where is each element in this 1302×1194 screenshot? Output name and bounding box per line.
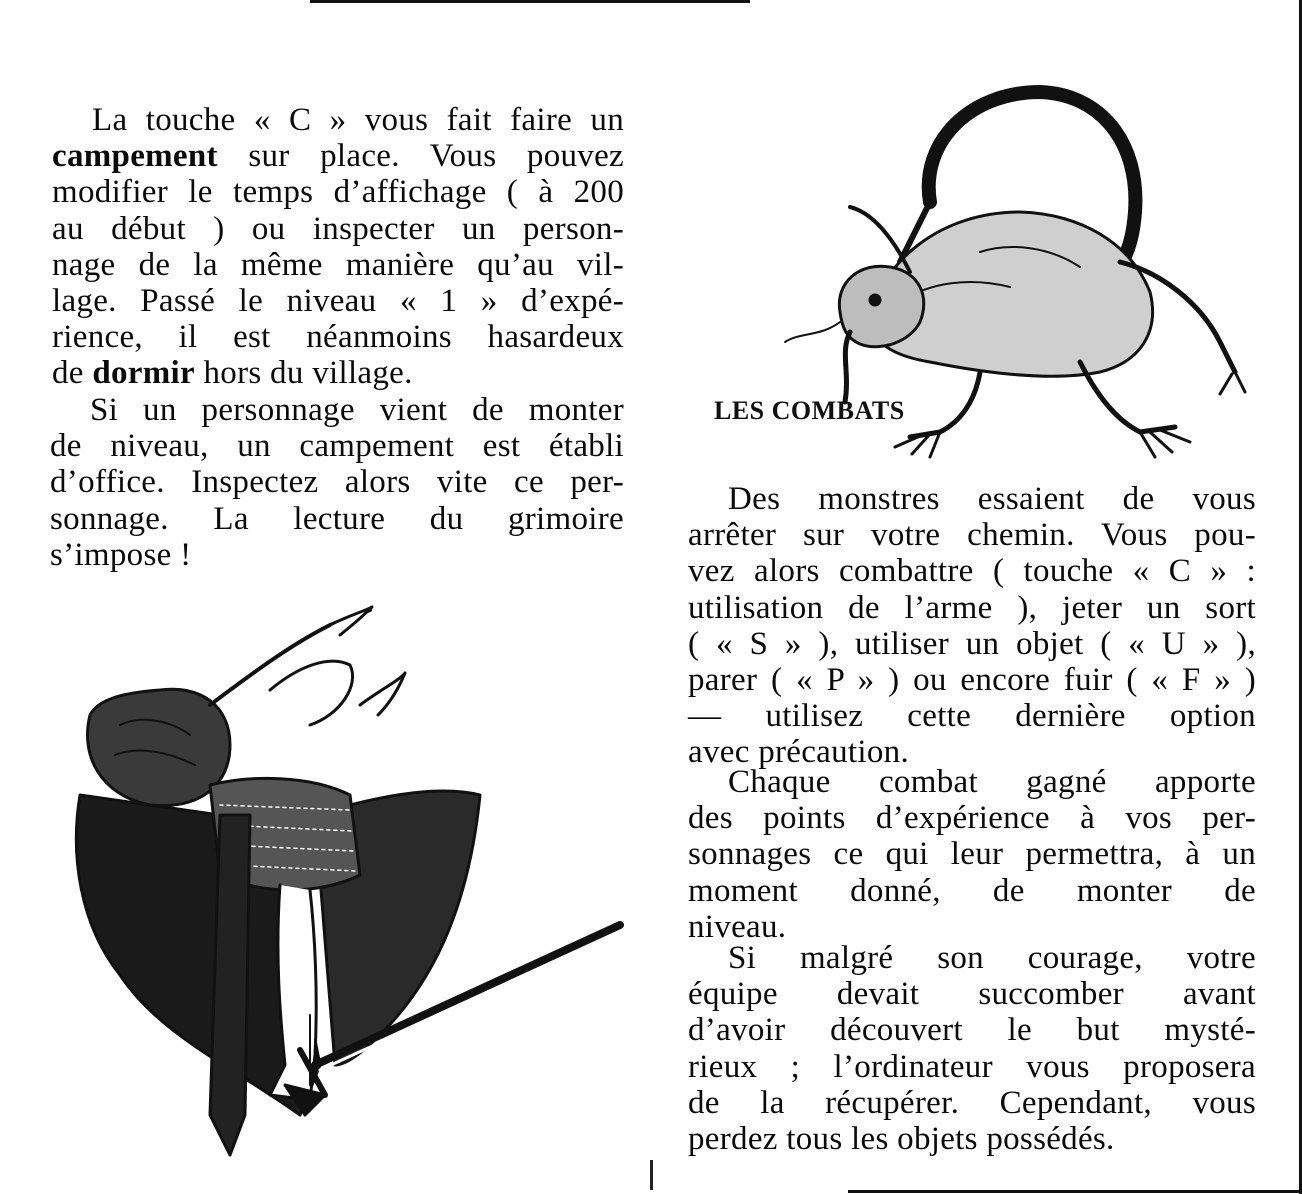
text-line: de niveau, un campement est établi — [50, 428, 624, 465]
paragraph-level-up — [50, 392, 624, 573]
bold-term-campement: campement — [52, 138, 218, 175]
text-line: moment donné, de monter de — [688, 872, 1256, 909]
text-line: rience, il est néanmoins hasardeux — [52, 319, 624, 356]
text-line: — utilisez cette dernière option — [688, 698, 1256, 735]
text-line: perdez tous les objets possédés. — [688, 1121, 1115, 1158]
text-line: lage. Passé le niveau « 1 » d’expé- — [52, 283, 624, 320]
paragraph-campement — [52, 102, 624, 392]
text-line: Des monstres essaient de vous — [728, 481, 1256, 517]
paragraph-monsters — [688, 481, 1256, 771]
text-line: d’office. Inspectez alors vite ce per- — [50, 464, 624, 501]
paragraph-experience — [688, 764, 1256, 945]
text-line: d’avoir découvert le but mysté- — [688, 1012, 1256, 1049]
text-line: au début ) ou inspecter un person- — [52, 210, 624, 247]
top-rule — [310, 0, 750, 3]
text-line: Si un personnage vient de monter — [90, 392, 624, 428]
text-line: rieux ; l’ordinateur vous proposera — [688, 1048, 1256, 1085]
text-line: niveau. — [688, 908, 787, 945]
gutter-mark — [650, 1160, 653, 1190]
warrior-illustration — [60, 595, 640, 1185]
text-line: vez alors combattre ( touche « C » : — [688, 553, 1256, 590]
text-line: de la récupérer. Cependant, vous — [688, 1084, 1256, 1121]
text-line: parer ( « P » ) ou encore fuir ( « F » ) — [688, 662, 1256, 699]
text-line: avec précaution. — [688, 734, 910, 771]
bottom-rule — [848, 1190, 1302, 1193]
text-line: sonnages ce qui leur permettra, à un — [688, 836, 1256, 873]
text-line: Chaque combat gagné apporte — [728, 764, 1256, 800]
text-line: ( « S » ), utiliser un objet ( « U » ), — [688, 625, 1256, 662]
section-title: LES COMBATS — [714, 396, 905, 425]
text-line: nage de la même manière qu’au vil- — [52, 246, 624, 283]
text-line: Si malgré son courage, votre — [728, 940, 1256, 976]
paragraph-defeat — [688, 940, 1256, 1157]
text-line: s’impose ! — [50, 536, 192, 573]
text-line: équipe devait succomber avant — [688, 976, 1256, 1013]
text-line: des points d’expérience à vos per- — [688, 800, 1256, 837]
text-line: campement sur place. Vous pouvez — [52, 138, 624, 175]
text-line: modifier le temps d’affichage ( à 200 — [52, 174, 624, 211]
text-line: de dormir hors du village. — [52, 355, 413, 392]
text-line: sonnage. La lecture du grimoire — [50, 500, 624, 537]
bold-term-dormir: dormir — [92, 355, 195, 392]
text-line: La touche « C » vous fait faire un — [92, 102, 624, 138]
text-line: utilisation de l’arme ), jeter un sort — [688, 589, 1256, 626]
text-line: arrêter sur votre chemin. Vous pou- — [688, 517, 1256, 554]
